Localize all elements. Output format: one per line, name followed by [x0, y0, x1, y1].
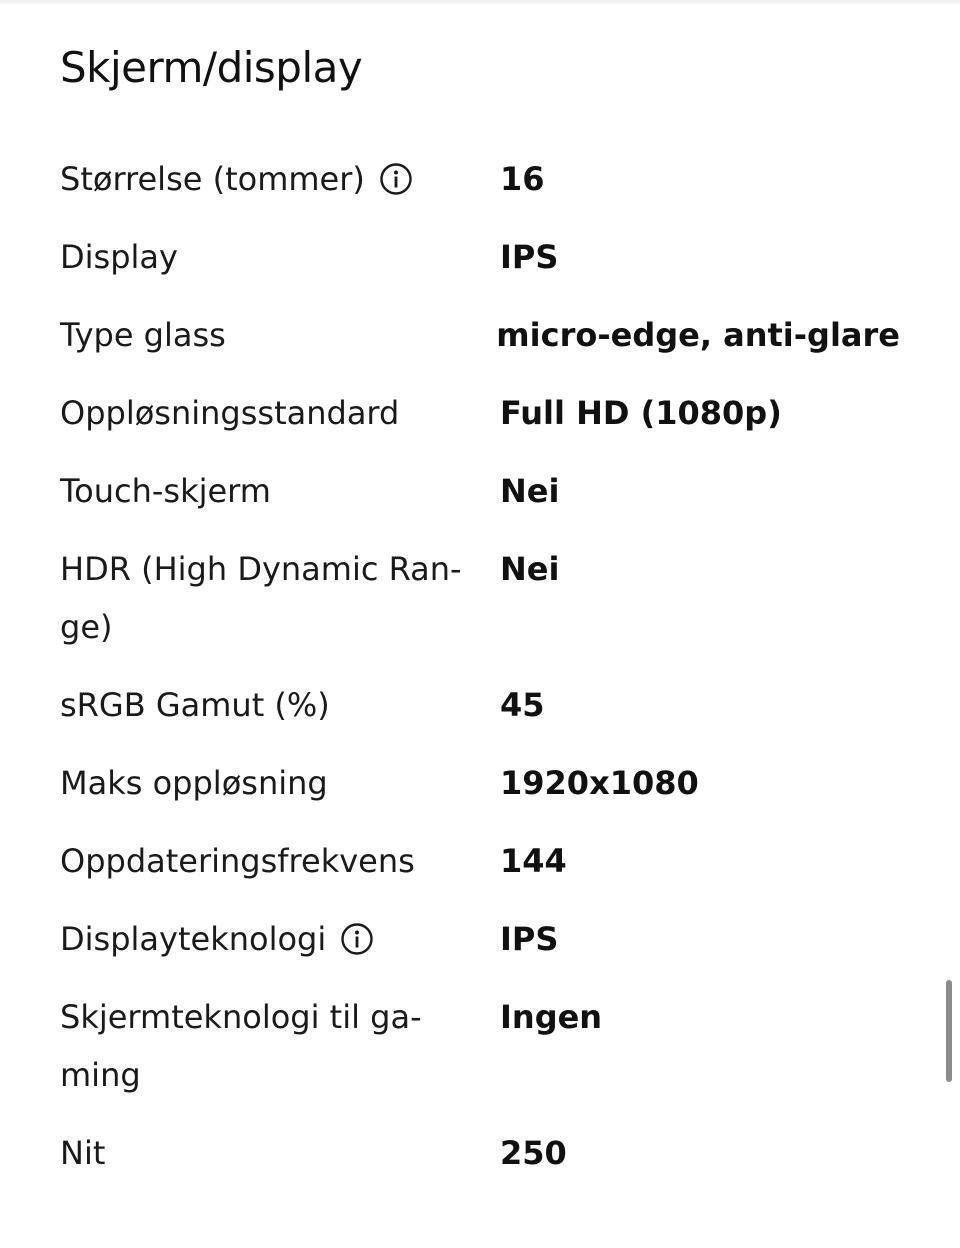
spec-row-srgb-gamut [60, 676, 900, 754]
spec-value: 45 [500, 686, 545, 724]
spec-label [60, 1124, 500, 1182]
spec-row-gaming-technology [60, 988, 900, 1124]
spec-value: 144 [500, 842, 567, 880]
spec-label [60, 462, 500, 520]
spec-row-glass-type [60, 306, 900, 384]
spec-row-max-resolution [60, 754, 900, 832]
spec-row-display [60, 228, 900, 306]
spec-label-text: Oppdateringsfrekvens [60, 842, 415, 880]
spec-label-text: Maks oppløsning [60, 764, 328, 802]
spec-row-size [60, 150, 900, 228]
spec-label-text: sRGB Gamut (%) [60, 686, 330, 724]
spec-label [60, 910, 500, 968]
spec-value: 16 [500, 160, 545, 198]
spec-value: Nei [500, 550, 560, 588]
spec-label-text: HDR (High Dynamic Ran- ge) [60, 550, 462, 646]
spec-value: IPS [500, 238, 559, 276]
spec-label-text: Oppløsningsstandard [60, 394, 400, 432]
section-title: Skjerm/display [60, 43, 363, 92]
spec-row-hdr [60, 540, 900, 676]
spec-value: IPS [500, 920, 559, 958]
spec-label-text: Skjermteknologi til ga- ming [60, 998, 422, 1094]
spec-label [60, 754, 500, 812]
spec-value: 250 [500, 1134, 567, 1172]
spec-row-refresh-rate [60, 832, 900, 910]
spec-label-text: Type glass [60, 316, 226, 354]
spec-row-touchscreen [60, 462, 900, 540]
spec-label [60, 676, 500, 734]
spec-label-text: Touch-skjerm [60, 472, 271, 510]
spec-row-resolution-standard [60, 384, 900, 462]
spec-label [60, 384, 500, 442]
spec-row-display-technology [60, 910, 900, 988]
top-edge-shadow [0, 0, 960, 6]
spec-label [60, 228, 500, 286]
spec-label [60, 988, 500, 1104]
spec-label [60, 306, 496, 364]
spec-label [60, 150, 500, 208]
info-icon[interactable] [340, 922, 374, 956]
spec-value: Ingen [500, 998, 603, 1036]
spec-label [60, 832, 500, 890]
spec-value: 1920x1080 [500, 764, 699, 802]
spec-value: Full HD (1080p) [500, 394, 782, 432]
spec-label [60, 540, 500, 656]
info-icon[interactable] [379, 162, 413, 196]
spec-row-nits [60, 1124, 900, 1202]
spec-label-text: Nit [60, 1134, 106, 1172]
spec-value: micro-edge, anti-glare [496, 316, 900, 354]
spec-label-text: Størrelse (tommer) [60, 160, 365, 198]
scrollbar-thumb[interactable] [946, 980, 952, 1082]
spec-value: Nei [500, 472, 560, 510]
spec-label-text: Display [60, 238, 178, 276]
spec-table [60, 150, 900, 1202]
spec-label-text: Displayteknologi [60, 920, 327, 958]
